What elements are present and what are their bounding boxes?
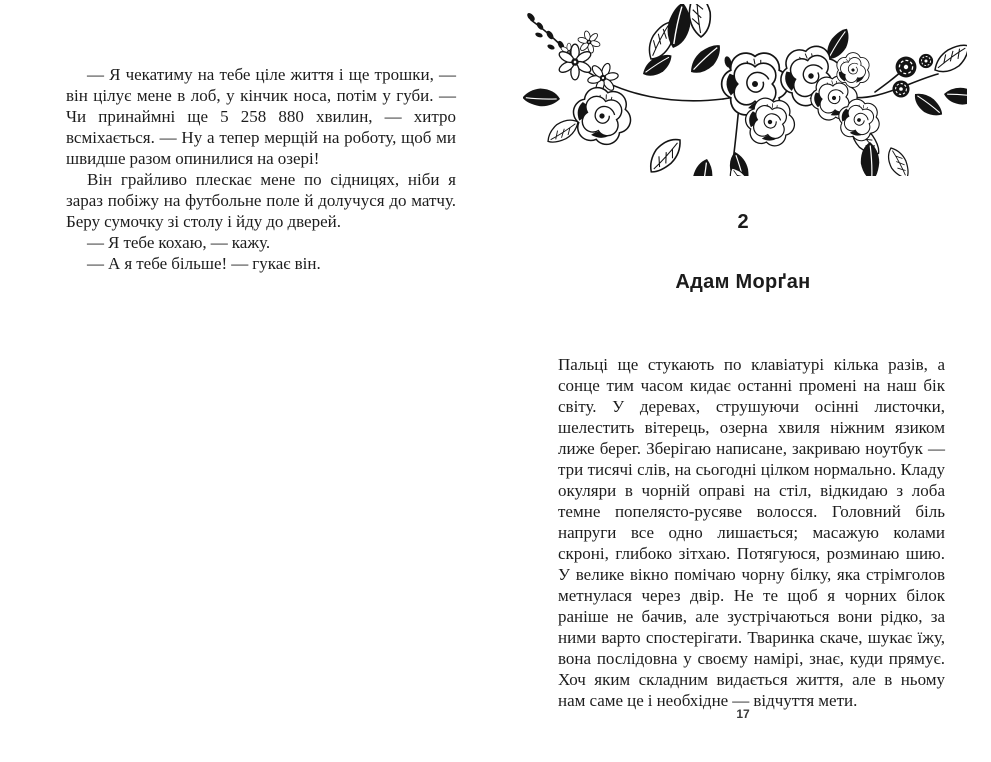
paragraph: — Я чекатиму на тебе ціле життя і ще трошки, — він цілує мене в лоб, у кінчик носа, потім у губи. — Чи принаймні ще 5 258 880 хвилин, — хитро всміхається. — Ну а тепер мерщій на роботу, щоб ми швидше разом опинилися на озері! xyxy=(66,65,456,168)
flowers-engraving-svg xyxy=(523,4,967,176)
page-left xyxy=(0,0,495,762)
paragraph: Він грайливо плескає мене по сідницях, ніби я зараз побіжу на футбольне поле й долучуся до матчу. Беру сумочку зі столу і йду до дверей. xyxy=(66,170,456,231)
left-text-block xyxy=(66,64,456,274)
chapter-title: Адам Морґан xyxy=(675,271,811,293)
right-text-block xyxy=(558,354,945,711)
chapter-number: 2 xyxy=(737,211,749,233)
floral-garland-illustration xyxy=(523,4,967,176)
page-number: 17 xyxy=(736,707,750,721)
dialogue-line: — А я тебе більше! — гукає він. xyxy=(87,254,321,273)
dialogue-line: — Я тебе кохаю, — кажу. xyxy=(87,233,271,252)
page-right xyxy=(495,0,991,762)
paragraph: Пальці ще стукають по клавіатурі кілька разів, а сонце тим часом кидає останні промені на наш бік світу. У деревах, струшуючи осінні листочки, шелестить вітерець, озерна хвиля ніжним язиком лиже берег. Зберігаю написане, закриваю ноутбук — три тисячі слів, на сьогодні цілком нормально. Кладу окуляри в чорній оправі на стіл, відкидаю з лоба темне попелясто-русяве волосся. Головний біль напруги все одно лишається; масажую колами скроні, глибоко зітхаю. Потягуюся, розминаю шию. У велике вікно помічаю чорну білку, яка стрімголов метнулася через двір. Не те щоб я чорних білок раніше не бачив, але зустрічаються вони рідко, за ними варто спостерігати. Тваринка скаче, шукає їжу, вона послідовна у своєму намірі, знає, куди прямує. Хоч яким складним видається життя, але в ньому нам саме це і необхідне — відчуття мети. xyxy=(558,355,945,710)
